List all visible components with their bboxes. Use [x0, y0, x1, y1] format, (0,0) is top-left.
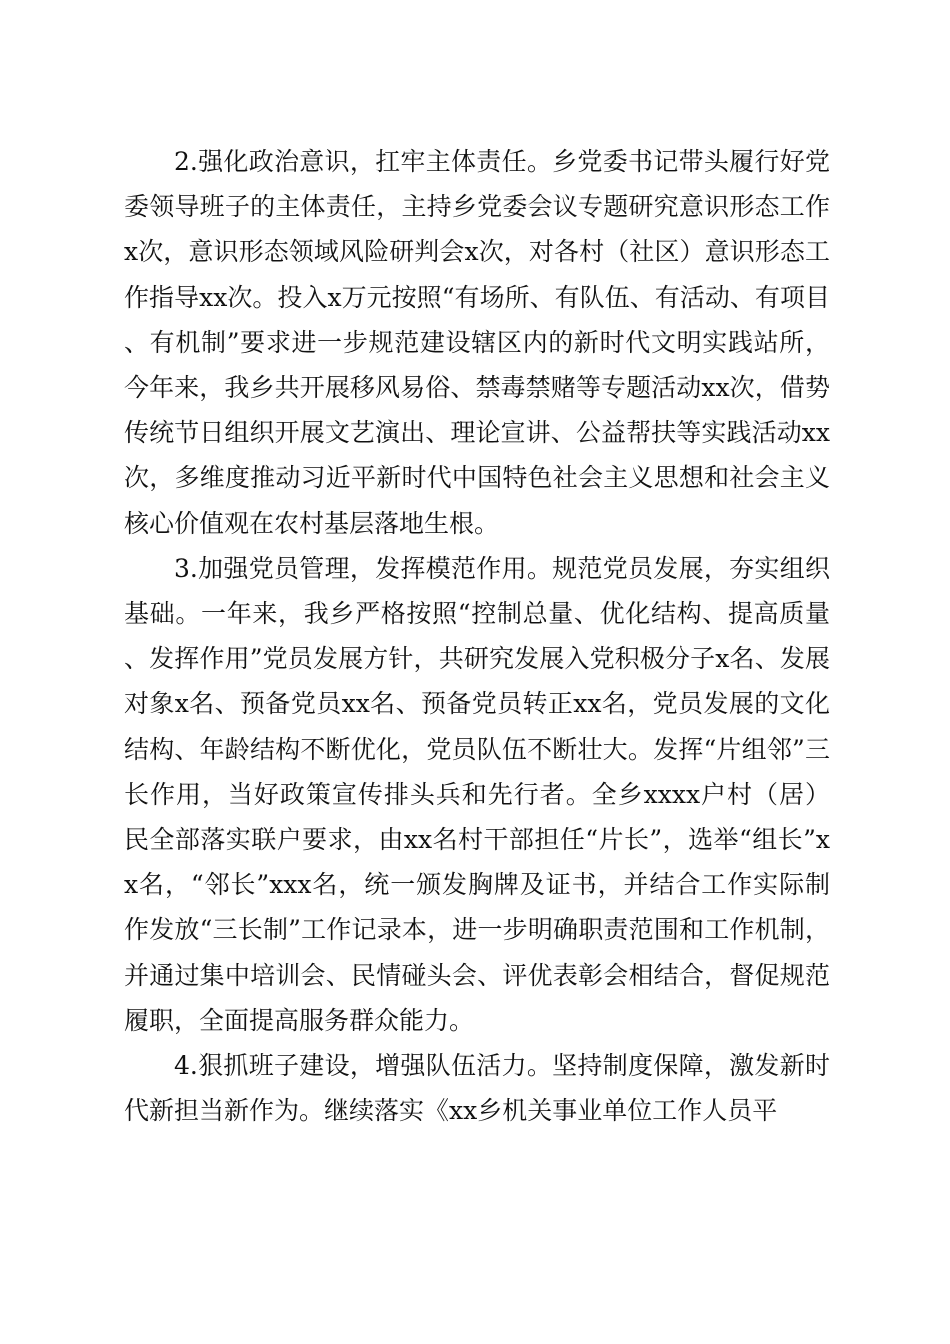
paragraph-party-member-management: 3.加强党员管理，发挥模范作用。规范党员发展，夯实组织基础。一年来，我乡严格按照“控制总量、优化结构、提高质量、发挥作用”党员发展方针，共研究发展入党积极分子x名、发展对象x名、预备党员xx名、预备党员转正xx名，党员发展的文化结构、年龄结构不断优化，党员队伍不断壮大。发挥“片组邻”三长作用，当好政策宣传排头兵和先行者。全乡xxxx户村（居）民全部落实联户要求，由xx名村干部担任“片长”，选举“组长”xx名，“邻长”xxx名，统一颁发胸牌及证书，并结合工作实际制作发放“三长制”工作记录本，进一步明确职责范围和工作机制，并通过集中培训会、民情碰头会、评优表彰会相结合，督促规范履职，全面提高服务群众能力。	[124, 553, 830, 1035]
paragraph-team-building: 4.狠抓班子建设，增强队伍活力。坚持制度保障，激发新时代新担当新作为。继续落实《xx乡机关事业单位工作人员平	[124, 1051, 830, 1126]
document-body	[124, 139, 830, 1133]
paragraph-political-awareness: 2.强化政治意识，扛牢主体责任。乡党委书记带头履行好党委领导班子的主体责任，主持乡党委会议专题研究意识形态工作x次，意识形态领域风险研判会x次，对各村（社区）意识形态工作指导xx次。投入x万元按照“有场所、有队伍、有活动、有项目、有机制”要求进一步规范建设辖区内的新时代文明实践站所，今年来，我乡共开展移风易俗、禁毒禁赌等专题活动xx次，借势传统节日组织开展文艺演出、理论宣讲、公益帮扶等实践活动xx次，多维度推动习近平新时代中国特色社会主义思想和社会主义核心价值观在农村基层落地生根。	[124, 147, 830, 538]
